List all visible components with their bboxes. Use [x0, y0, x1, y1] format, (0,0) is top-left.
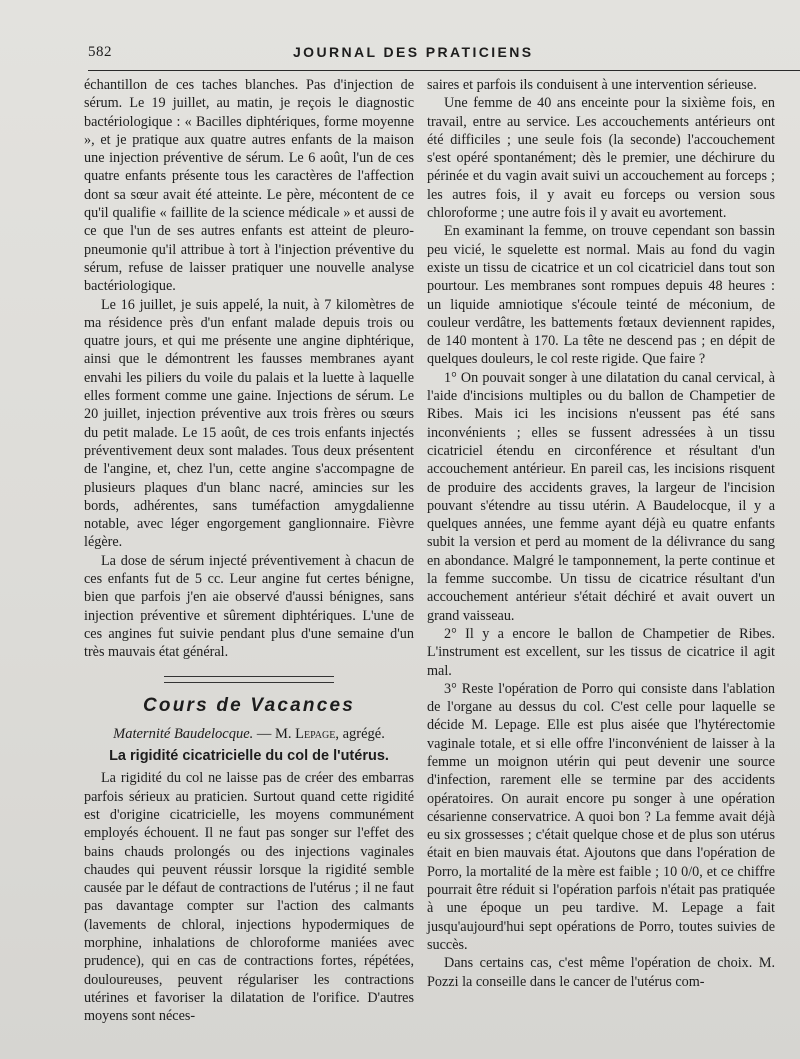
right-column: [427, 76, 775, 991]
lecture-place: Maternité Baudelocque.: [113, 725, 254, 742]
paragraph: Le 16 juillet, je suis appelé, la nuit, à 7 kilomètres de ma résidence près d'un enfant malade depuis trois ou quatre jours, et qui me présente une angine diphtérique, ainsi que le démontrent les fausses membranes ayant envahi les piliers du voile du palais et la luette à laquelle elles forment comme une gaine. Injections de sérum. Le 20 juillet, injection préventive aux trois frères ou sœurs du petit malade. Le 15 août, de ces trois enfants injectés préventivement deux sont malades. Tous deux présentent de l'angine, et, chez l'un, cette angine s'accompagne de plusieurs plaques d'un blanc nacré, amincies sur les bords, adhérentes, sans tuméfaction amygdalienne notable, avec léger engorgement ganglionnaire. Fièvre légère.: [84, 296, 414, 551]
lecture-source: [84, 725, 414, 743]
paragraph: saires et parfois ils conduisent à une intervention sérieuse.: [427, 77, 757, 93]
lecture-separator: — M.: [253, 725, 296, 742]
paragraph: 1° On pouvait songer à une dilatation du canal cervical, à l'aide d'incisions multiples ou du ballon de Champetier de Ribes. Mais ici les incisions n'eussent pas été sans inconvénients ; elles se fussent adressées à un tissu cicatriciel étendu en circonférence et résultant d'un accouchement antérieur. En pareil cas, les incisions risquent de produire des accidents graves, la largeur de l'incision pouvant s'étendre au tissu utérin. A Baudelocque, il y a quelques années, une femme ayant déjà eu quatre enfants subit la version et perd au moment de la délivrance du sang en abondance. Malgré le tamponnement, la perte continue et la femme succombe. Un tissu de cicatrice résultant d'un accouchement antérieur s'était déchiré et avait ouvert un grand vaisseau.: [427, 369, 775, 624]
section-divider: [164, 676, 334, 683]
section-title: Cours de Vacances: [143, 694, 355, 716]
header-rule: [88, 70, 800, 71]
running-title: JOURNAL DES PRATICIENS: [293, 44, 534, 60]
lecturer-role: , agrégé.: [335, 725, 385, 742]
paragraph: 3° Reste l'opération de Porro qui consiste dans l'ablation de l'organe au dessus du col. C'est celle pour laquelle se décide M. Lepage. Elle est plus aisée que l'hytérectomie vaginale totale, et si elle offre l'inconvénient de laisser à la femme un moignon utérin qui peut devenir une source d'infection, rarement elle se termine par des accidents opératoires. On aurait encore pu songer à une opération césarienne conservatrice. A quoi bon ? La femme avait déjà eu six grossesses ; c'était quelque chose et de plus son utérus était en bien mauvais état. Ajoutons que dans l'opération de Porro, la mortalité de la mère est faible ; 10 0/0, et ce chiffre pourrait être réduit si l'opération parfois n'était pas pratiquée à une époque un peu tardive. M. Lepage a fait jusqu'aujourd'hui sept opérations de Porro, toutes suivies de succès.: [427, 680, 775, 953]
lecture-title: La rigidité cicatricielle du col de l'utérus.: [109, 748, 389, 765]
page-header: [88, 44, 800, 66]
left-column: [84, 76, 414, 1026]
page-number: 582: [88, 44, 112, 60]
paragraph: 2° Il y a encore le ballon de Champetier de Ribes. L'instrument est excellent, sur les tissus de cicatrice il agit mal.: [427, 625, 775, 679]
paragraph: La dose de sérum injecté préventivement à chacun de ces enfants fut de 5 cc. Leur angine fut certes bénigne, bien que parfois j'en aie observé d'aussi bénignes, sans injection préventive et sûrement diphtériques. L'une de ces angines fut suivie pendant plus d'une semaine d'un très mauvais état général.: [84, 552, 414, 661]
paragraph: Une femme de 40 ans enceinte pour la sixième fois, en travail, entre au service. Les accouchements antérieurs ont été difficiles ; une seule fois (la seconde) l'accouchement s'est opéré spontanément; dès le premier, une déchirure du périnée et du vagin avait suivi un accouchement au forceps ; les autres fois, il y avait eu forceps ou version sous chloroforme ; une autre fois il y avait eu avortement.: [427, 95, 775, 222]
paragraph: En examinant la femme, on trouve cependant son bassin peu vicié, le squelette est normal. Mais au fond du vagin existe un tissu de cicatrice et un col cicatriciel dans tout son pourtour. Les membranes sont rompues depuis 48 heures : un liquide amniotique s'écoule teinté de méconium, de couleur verdâtre, les battements fœtaux deviennent rapides, de 140 montent à 170. La tête ne descend pas ; en dépit de quelques douleurs, le col reste rigide. Que faire ?: [427, 223, 775, 368]
lecturer-name: Lepage: [295, 725, 336, 742]
paragraph: échantillon de ces taches blanches. Pas d'injection de sérum. Le 19 juillet, au matin, je reçois le diagnostic bactériologique : « Bacilles diphtériques, forme moyenne », et je pratique aux quatre autres enfants de la maison une injection préventive de sérum. Le 6 août, l'un de ces quatre enfants présente tous les caractères de l'affection dont sa sœur avait été atteinte. Le père, mécontent de ce qu'il qualifie « faillite de la science médicale » et aussi de ce que l'un de ses autres enfants est atteint de pleuro-pneumonie qu'il attribue à tort à l'injection préventive du sérum, refuse de laisser pratiquer une nouvelle analyse bactériologique.: [84, 77, 414, 295]
paragraph: Dans certains cas, c'est même l'opération de choix. M. Pozzi la conseille dans le cancer de l'utérus com-: [427, 955, 775, 990]
paragraph: La rigidité du col ne laisse pas de créer des embarras parfois sérieux au praticien. Surtout quand cette rigidité est d'origine cicatricielle, les moyens communément employés échouent. Il ne faut pas songer sur l'effet des bains chauds prolongés ou des injections vaginales chaudes qui peuvent réussir lorsque la rigidité semble causée par le défaut de contractions de l'utérus ; il ne faut pas davantage compter sur l'action des calmants (lavements de chloral, injections hypodermiques de morphine, inhalations de chloroforme maniées avec prudence), qui en cas de contractions fortes, répétées, douloureuses, peuvent régulariser les contractions utérines et favoriser la dilatation de l'orifice. D'autres moyens sont néces-: [84, 770, 414, 1025]
